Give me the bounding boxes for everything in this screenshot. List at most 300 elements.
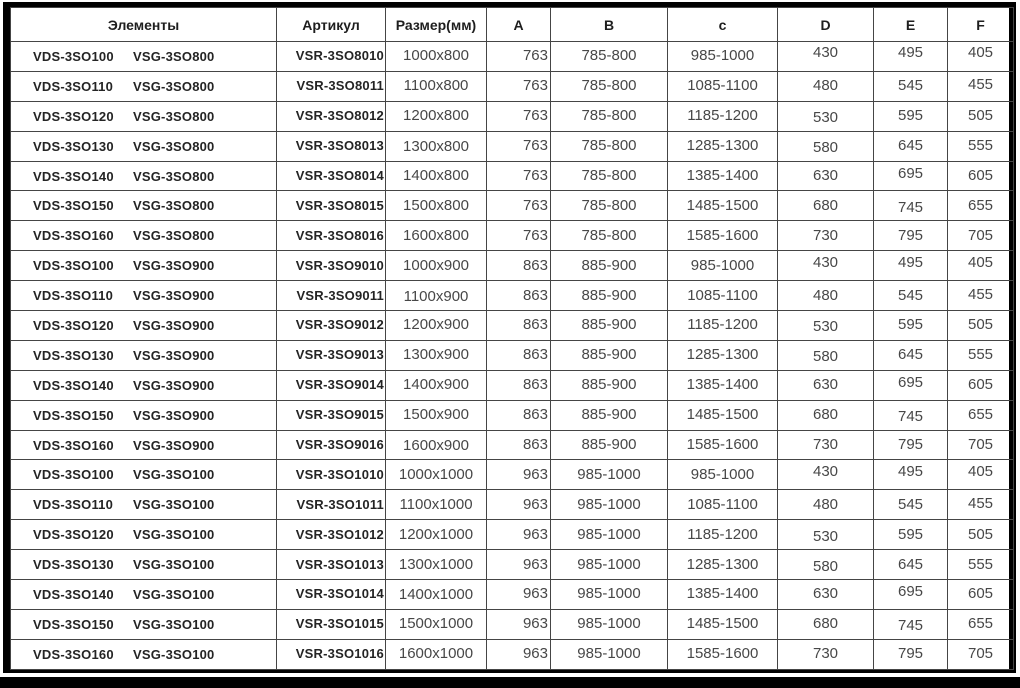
cell-f	[948, 400, 1014, 430]
size-value: 1300x1000	[398, 555, 474, 573]
cell-e	[874, 191, 948, 221]
e-value: 595	[897, 107, 924, 125]
a-value: 963	[522, 615, 548, 633]
column-header-articul: Артикул	[277, 8, 386, 42]
cell-size	[386, 251, 487, 281]
table-row	[11, 580, 1014, 610]
vsr-code: VSR-3SO8014	[295, 168, 384, 183]
table-row	[11, 639, 1014, 669]
e-value: 495	[897, 462, 924, 480]
vsg-code: VSG-3SO900	[133, 288, 215, 304]
size-value: 1600x900	[403, 437, 469, 455]
cell-a	[487, 520, 551, 550]
cell-articul	[277, 42, 386, 72]
d-value: 630	[812, 376, 839, 394]
table-row	[11, 251, 1014, 281]
a-value: 763	[522, 77, 548, 95]
c-value: 1085-1100	[687, 77, 758, 95]
cell-b	[551, 580, 668, 610]
vsg-code: VSG-3SO100	[133, 616, 215, 632]
cell-size	[386, 340, 487, 370]
d-value: 580	[812, 348, 839, 366]
cell-a	[487, 251, 551, 281]
c-value: 1385-1400	[686, 376, 759, 394]
b-value: 885-900	[581, 256, 637, 274]
cell-f	[948, 42, 1014, 72]
cell-c	[668, 131, 778, 161]
f-value: 705	[967, 226, 994, 244]
cell-b	[551, 490, 668, 520]
cell-e	[874, 400, 948, 430]
cell-articul	[277, 370, 386, 400]
cell-c	[668, 400, 778, 430]
cell-e	[874, 490, 948, 520]
f-value: 455	[967, 285, 994, 303]
vsg-code: VSG-3SO800	[133, 168, 215, 184]
cell-a	[487, 550, 551, 580]
b-value: 785-800	[581, 196, 637, 214]
f-value: 505	[967, 525, 994, 543]
c-value: 1185-1200	[687, 107, 758, 125]
f-value: 455	[967, 494, 994, 512]
vds-code: VDS-3SO110	[33, 288, 114, 304]
d-value: 630	[812, 585, 839, 603]
b-value: 785-800	[581, 167, 637, 184]
a-value: 863	[522, 346, 548, 364]
vds-code: VDS-3SO120	[33, 108, 114, 124]
d-value: 430	[812, 462, 839, 480]
vds-code: VDS-3SO100	[33, 467, 114, 483]
f-value: 405	[967, 253, 994, 271]
c-value: 1285-1300	[686, 555, 759, 573]
cell-a	[487, 161, 551, 191]
e-value: 545	[897, 77, 924, 95]
cell-d	[778, 251, 874, 281]
cell-size	[386, 221, 487, 251]
cell-d	[778, 191, 874, 221]
cell-a	[487, 42, 551, 72]
cell-c	[668, 191, 778, 221]
size-value: 1000x900	[403, 256, 469, 274]
b-value: 785-800	[581, 77, 637, 95]
cell-f	[948, 340, 1014, 370]
e-value: 545	[897, 286, 924, 304]
cell-elements	[11, 609, 277, 639]
size-value: 1600x800	[403, 226, 469, 244]
c-value: 1285-1300	[686, 346, 759, 364]
size-value: 1500x1000	[398, 615, 474, 633]
b-value: 985-1000	[577, 495, 641, 513]
vds-code: VDS-3SO120	[33, 317, 114, 333]
vds-code: VDS-3SO130	[33, 347, 114, 363]
cell-a	[487, 101, 551, 131]
cell-size	[386, 191, 487, 221]
vds-code: VDS-3SO140	[33, 168, 114, 184]
cell-e	[874, 460, 948, 490]
cell-e	[874, 101, 948, 131]
cell-a	[487, 370, 551, 400]
cell-articul	[277, 281, 386, 311]
vds-code: VDS-3SO130	[33, 557, 114, 573]
d-value: 530	[812, 527, 839, 545]
cell-a	[487, 430, 551, 460]
vsr-code: VSR-3SO1015	[295, 616, 384, 632]
size-value: 1100x800	[403, 77, 469, 95]
vds-code: VDS-3SO150	[33, 407, 114, 423]
f-value: 405	[967, 462, 994, 480]
cell-d	[778, 639, 874, 669]
e-value: 745	[897, 617, 924, 635]
size-value: 1100x900	[403, 287, 469, 305]
cell-e	[874, 71, 948, 101]
d-value: 630	[812, 167, 839, 184]
vds-code: VDS-3SO150	[33, 616, 114, 632]
cell-c	[668, 580, 778, 610]
cell-size	[386, 400, 487, 430]
cell-elements	[11, 281, 277, 311]
cell-b	[551, 639, 668, 669]
cell-b	[551, 42, 668, 72]
size-value: 1400x800	[403, 167, 469, 184]
a-value: 863	[522, 256, 548, 274]
cell-a	[487, 340, 551, 370]
cell-e	[874, 281, 948, 311]
size-value: 1200x1000	[398, 525, 474, 543]
cell-a	[487, 71, 551, 101]
cell-b	[551, 550, 668, 580]
cell-b	[551, 311, 668, 341]
cell-f	[948, 101, 1014, 131]
cell-d	[778, 42, 874, 72]
cell-c	[668, 101, 778, 131]
e-value: 745	[897, 408, 924, 426]
f-value: 405	[967, 44, 994, 62]
size-value: 1000x800	[403, 47, 469, 65]
table-row	[11, 400, 1014, 430]
size-value: 1400x900	[403, 376, 469, 394]
column-header-b: B	[551, 8, 668, 42]
cell-b	[551, 191, 668, 221]
e-value: 645	[897, 137, 924, 155]
column-header-f: F	[948, 8, 1014, 42]
cell-articul	[277, 71, 386, 101]
b-value: 985-1000	[577, 585, 641, 603]
e-value: 495	[897, 253, 924, 271]
f-value: 605	[967, 376, 994, 394]
a-value: 763	[522, 107, 548, 125]
table-frame	[3, 2, 1016, 673]
cell-e	[874, 131, 948, 161]
d-value: 730	[812, 436, 839, 454]
e-value: 595	[897, 525, 924, 543]
cell-articul	[277, 340, 386, 370]
cell-d	[778, 311, 874, 341]
cell-articul	[277, 101, 386, 131]
cell-b	[551, 400, 668, 430]
vds-code: VDS-3SO160	[33, 228, 114, 244]
b-value: 985-1000	[577, 525, 641, 543]
cell-d	[778, 580, 874, 610]
cell-elements	[11, 221, 277, 251]
a-value: 863	[522, 436, 548, 454]
cell-elements	[11, 191, 277, 221]
vsr-code: VSR-3SO8015	[295, 197, 384, 213]
vsg-code: VSG-3SO100	[133, 586, 215, 602]
cell-b	[551, 430, 668, 460]
cell-elements	[11, 490, 277, 520]
a-value: 763	[522, 196, 548, 214]
cell-articul	[277, 490, 386, 520]
vsg-code: VSG-3SO800	[133, 198, 215, 214]
table-row	[11, 311, 1014, 341]
f-value: 705	[967, 645, 994, 663]
cell-articul	[277, 311, 386, 341]
a-value: 863	[522, 406, 548, 424]
cell-e	[874, 42, 948, 72]
f-value: 655	[967, 406, 994, 424]
f-value: 455	[967, 76, 994, 94]
cell-size	[386, 131, 487, 161]
vsg-code: VSG-3SO100	[133, 527, 215, 543]
c-value: 985-1000	[690, 256, 755, 274]
vsg-code: VSG-3SO900	[133, 437, 215, 453]
cell-f	[948, 221, 1014, 251]
cell-articul	[277, 191, 386, 221]
column-header-d: D	[778, 8, 874, 42]
cell-f	[948, 639, 1014, 669]
a-value: 963	[522, 645, 548, 663]
cell-b	[551, 161, 668, 191]
vsg-code: VSG-3SO900	[133, 377, 215, 393]
vsg-code: VSG-3SO900	[133, 347, 215, 363]
vsr-code: VSR-3SO9010	[295, 257, 384, 273]
cell-size	[386, 101, 487, 131]
cell-b	[551, 370, 668, 400]
cell-f	[948, 580, 1014, 610]
size-value: 1600x1000	[398, 645, 474, 663]
cell-elements	[11, 550, 277, 580]
cell-d	[778, 460, 874, 490]
cell-c	[668, 520, 778, 550]
cell-c	[668, 639, 778, 669]
cell-size	[386, 370, 487, 400]
c-value: 1485-1500	[686, 406, 759, 424]
a-value: 763	[522, 226, 548, 244]
e-value: 545	[897, 495, 924, 513]
b-value: 785-800	[581, 226, 637, 244]
cell-c	[668, 281, 778, 311]
cell-e	[874, 430, 948, 460]
cell-d	[778, 370, 874, 400]
vsr-code: VSR-3SO9012	[295, 317, 384, 333]
cell-d	[778, 101, 874, 131]
vsr-code: VSR-3SO8010	[295, 48, 384, 64]
cell-e	[874, 580, 948, 610]
cell-c	[668, 251, 778, 281]
cell-c	[668, 311, 778, 341]
cell-articul	[277, 400, 386, 430]
column-header-elements: Элементы	[11, 8, 277, 42]
b-value: 985-1000	[577, 615, 641, 633]
cell-c	[668, 340, 778, 370]
cell-d	[778, 281, 874, 311]
cell-c	[668, 609, 778, 639]
size-value: 1300x800	[403, 138, 469, 156]
cell-size	[386, 639, 487, 669]
cell-f	[948, 460, 1014, 490]
cell-f	[948, 609, 1014, 639]
d-value: 680	[812, 196, 839, 214]
f-value: 655	[967, 196, 994, 214]
cell-b	[551, 281, 668, 311]
cell-d	[778, 609, 874, 639]
cell-f	[948, 490, 1014, 520]
table-row	[11, 191, 1014, 221]
vsr-code: VSR-3SO1016	[295, 646, 384, 662]
d-value: 580	[812, 557, 839, 575]
vsr-code: VSR-3SO8013	[295, 138, 384, 154]
f-value: 555	[967, 346, 994, 364]
vsr-code: VSR-3SO8016	[295, 227, 384, 243]
c-value: 1085-1100	[687, 495, 758, 513]
c-value: 985-1000	[690, 465, 755, 483]
cell-e	[874, 520, 948, 550]
b-value: 785-800	[581, 107, 637, 125]
column-header-a: A	[487, 8, 551, 42]
c-value: 1485-1500	[686, 615, 759, 633]
cell-e	[874, 161, 948, 191]
d-value: 730	[812, 226, 839, 244]
cell-elements	[11, 520, 277, 550]
cell-a	[487, 281, 551, 311]
cell-f	[948, 161, 1014, 191]
vsr-code: VSR-3SO8012	[295, 108, 384, 124]
e-value: 795	[897, 226, 924, 244]
cell-size	[386, 281, 487, 311]
cell-elements	[11, 71, 277, 101]
e-value: 695	[897, 583, 924, 601]
f-value: 555	[967, 555, 994, 573]
vds-code: VDS-3SO130	[33, 138, 114, 154]
d-value: 530	[812, 109, 839, 127]
cell-a	[487, 221, 551, 251]
cell-size	[386, 550, 487, 580]
cell-size	[386, 460, 487, 490]
size-value: 1100x1000	[399, 495, 473, 513]
a-value: 763	[522, 167, 548, 184]
cell-e	[874, 340, 948, 370]
cell-f	[948, 71, 1014, 101]
vsr-code: VSR-3SO9011	[296, 287, 384, 303]
f-value: 505	[967, 107, 994, 125]
cell-e	[874, 251, 948, 281]
size-value: 1500x900	[403, 406, 469, 424]
vsr-code: VSR-3SO8011	[296, 78, 384, 94]
table-row	[11, 161, 1014, 191]
vsr-code: VSR-3SO9015	[295, 407, 384, 423]
cell-size	[386, 161, 487, 191]
cell-c	[668, 161, 778, 191]
vds-code: VDS-3SO140	[33, 377, 114, 393]
f-value: 605	[967, 167, 994, 184]
cell-elements	[11, 400, 277, 430]
d-value: 480	[812, 495, 839, 513]
cell-a	[487, 311, 551, 341]
bottom-scan-bar	[0, 677, 1020, 688]
table-row	[11, 340, 1014, 370]
c-value: 1185-1200	[687, 316, 758, 334]
cell-a	[487, 580, 551, 610]
b-value: 985-1000	[577, 645, 641, 663]
vsg-code: VSG-3SO800	[133, 48, 215, 64]
cell-elements	[11, 131, 277, 161]
vsr-code: VSR-3SO1013	[295, 556, 384, 572]
f-value: 655	[967, 615, 994, 633]
cell-d	[778, 340, 874, 370]
vds-code: VDS-3SO110	[33, 497, 114, 513]
e-value: 595	[897, 316, 924, 334]
cell-f	[948, 430, 1014, 460]
vsg-code: VSG-3SO800	[133, 78, 215, 94]
b-value: 985-1000	[577, 555, 641, 573]
cell-elements	[11, 161, 277, 191]
cell-size	[386, 609, 487, 639]
c-value: 1485-1500	[686, 196, 759, 214]
b-value: 885-900	[581, 316, 637, 334]
b-value: 885-900	[581, 346, 637, 364]
cell-c	[668, 370, 778, 400]
b-value: 885-900	[581, 436, 637, 454]
cell-size	[386, 42, 487, 72]
table-row	[11, 550, 1014, 580]
e-value: 645	[897, 555, 924, 573]
vsg-code: VSG-3SO800	[133, 228, 215, 244]
table-row	[11, 520, 1014, 550]
cell-f	[948, 311, 1014, 341]
d-value: 430	[812, 44, 839, 62]
cell-d	[778, 161, 874, 191]
e-value: 695	[897, 374, 924, 392]
vsg-code: VSG-3SO800	[133, 108, 215, 124]
cell-b	[551, 131, 668, 161]
cell-f	[948, 550, 1014, 580]
vsg-code: VSG-3SO100	[133, 557, 215, 573]
vsr-code: VSR-3SO9016	[295, 437, 384, 453]
cell-elements	[11, 42, 277, 72]
e-value: 745	[897, 198, 924, 216]
table-row	[11, 131, 1014, 161]
table-row	[11, 221, 1014, 251]
cell-size	[386, 430, 487, 460]
table-row	[11, 42, 1014, 72]
cell-a	[487, 400, 551, 430]
column-header-e: E	[874, 8, 948, 42]
d-value: 680	[812, 615, 839, 633]
cell-elements	[11, 430, 277, 460]
cell-d	[778, 71, 874, 101]
b-value: 785-800	[581, 137, 637, 155]
vsg-code: VSG-3SO100	[133, 646, 215, 662]
cell-c	[668, 490, 778, 520]
d-value: 430	[812, 253, 839, 271]
cell-d	[778, 550, 874, 580]
c-value: 1385-1400	[686, 167, 759, 184]
cell-c	[668, 71, 778, 101]
vds-code: VDS-3SO140	[33, 586, 114, 602]
cell-e	[874, 370, 948, 400]
vsr-code: VSR-3SO1010	[295, 466, 384, 482]
b-value: 885-900	[581, 286, 637, 304]
